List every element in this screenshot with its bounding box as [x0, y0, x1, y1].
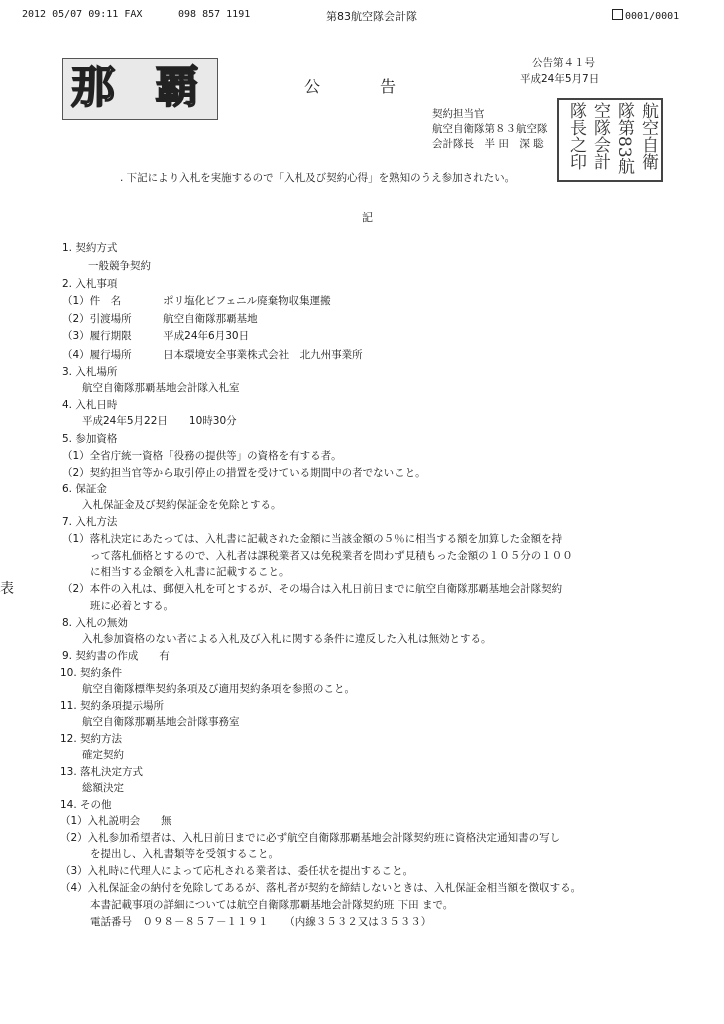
official-role: 契約担当官	[432, 108, 485, 120]
body-line: 4. 入札日時	[62, 399, 118, 411]
title-koku: 告	[380, 77, 397, 96]
body-line: 電話番号 ０９８－８５７－１１９１ （内線３５３２又は３５３３）	[90, 916, 432, 928]
body-line: （3）入札時に代理人によって応札される業者は、委任状を提出すること。	[60, 865, 414, 877]
body-line: 本書記載事項の詳細については航空自衛隊那覇基地会計隊契約班 下田 まで。	[90, 899, 454, 911]
body-line: 確定契約	[82, 749, 124, 761]
body-line: （2）引渡場所 航空自衛隊那覇基地	[62, 313, 258, 325]
fax-datetime: 2012 05/07 09:11 FAX	[22, 9, 143, 20]
fax-page: 0001/0001	[625, 11, 680, 22]
body-line: （2）契約担当官等から取引停止の措置を受けている期間中の者でないこと。	[62, 467, 426, 479]
fax-page-icon	[612, 9, 623, 20]
notice-number: 公告第４１号	[532, 57, 595, 69]
body-line: 7. 入札方法	[62, 516, 118, 528]
body-line: 1. 契約方式	[62, 242, 118, 254]
fax-page-indicator	[612, 9, 679, 22]
seal-col-2: 隊第83航	[614, 102, 634, 175]
body-line: （1）落札決定にあたっては、入札書に記載された金額に当該金額の５％に相当する額を加算した金額を持	[62, 533, 563, 545]
body-line: （2）本件の入札は、郵便入札を可とするが、その場合は入札日前日までに航空自衛隊那覇基地会計隊契約	[62, 583, 563, 595]
title-ko: 公	[304, 77, 321, 96]
seal-col-4: 隊長之印	[566, 102, 586, 170]
body-line: 9. 契約書の作成 有	[62, 650, 170, 662]
body-line: （4）入札保証金の納付を免除してあるが、落札者が契約を締結しないときは、入札保証金相当額を徴収する。	[60, 882, 582, 894]
body-line: 14. その他	[60, 799, 112, 811]
body-line: 2. 入札事項	[62, 278, 118, 290]
body-line: 班に必着とする。	[90, 600, 174, 612]
body-line: 航空自衛隊標準契約条項及び適用契約条項を参照のこと。	[82, 683, 355, 695]
ki-heading: 記	[362, 211, 373, 224]
body-line: 平成24年5月22日 10時30分	[82, 415, 237, 427]
body-line: 航空自衛隊那覇基地会計隊入札室	[82, 382, 240, 394]
body-line: 一般競争契約	[88, 260, 151, 272]
body-line: （1）入札説明会 無	[60, 815, 172, 827]
body-line: 総額決定	[82, 782, 124, 794]
body-line: 6. 保証金	[62, 483, 107, 495]
edge-char: 表	[0, 581, 14, 597]
naha-stamp	[62, 58, 218, 120]
official-seal	[557, 98, 663, 182]
body-line: （1）件 名 ポリ塩化ビフェニル廃棄物収集運搬	[62, 295, 331, 307]
body-line: 11. 契約条項提示場所	[60, 700, 165, 712]
naha-stamp-char-2: 覇	[155, 62, 199, 113]
naha-stamp-char-1: 那	[71, 62, 115, 113]
body-line: って落札価格とするので、入札者は課税業者又は免税業者を問わず見積もった金額の１０５分の１００	[90, 550, 573, 562]
body-line: （4）履行場所 日本環境安全事業株式会社 北九州事業所	[62, 349, 363, 361]
body-line: 入札保証金及び契約保証金を免除とする。	[82, 499, 282, 511]
body-line: （2）入札参加希望者は、入札日前日までに必ず航空自衛隊那覇基地会計隊契約班に資格決定通知書の写し	[60, 832, 561, 844]
body-line: （3）履行期限 平成24年6月30日	[62, 330, 250, 342]
body-line: 10. 契約条件	[60, 667, 123, 679]
body-line: を提出し、入札書類等を受領すること。	[90, 848, 279, 860]
fax-number: 098 857 1191	[178, 9, 251, 20]
body-line: 入札参加資格のない者による入札及び入札に関する条件に違反した入札は無効とする。	[82, 633, 492, 645]
body-line: 8. 入札の無効	[62, 617, 128, 629]
official-name: 会計隊長 半 田 深 聡	[432, 138, 544, 150]
notice-date: 平成24年5月7日	[520, 73, 600, 85]
seal-col-1: 航空自衛	[638, 102, 658, 170]
body-line: 5. 参加資格	[62, 433, 118, 445]
body-line: 3. 入札場所	[62, 366, 118, 378]
fax-sender: 第83航空隊会計隊	[326, 10, 417, 23]
official-unit: 航空自衛隊第８３航空隊	[432, 123, 548, 135]
body-line: （1）全省庁統一資格「役務の提供等」の資格を有する者。	[62, 450, 342, 462]
seal-col-3: 空隊会計	[590, 102, 610, 170]
intro-text: . 下記により入札を実施するので「入札及び契約心得」を熟知のうえ参加されたい。	[120, 172, 516, 184]
body-line: に相当する金額を入札書に記載すること。	[90, 566, 290, 578]
body-line: 13. 落札決定方式	[60, 766, 144, 778]
body-line: 12. 契約方法	[60, 733, 123, 745]
body-line: 航空自衛隊那覇基地会計隊事務室	[82, 716, 240, 728]
